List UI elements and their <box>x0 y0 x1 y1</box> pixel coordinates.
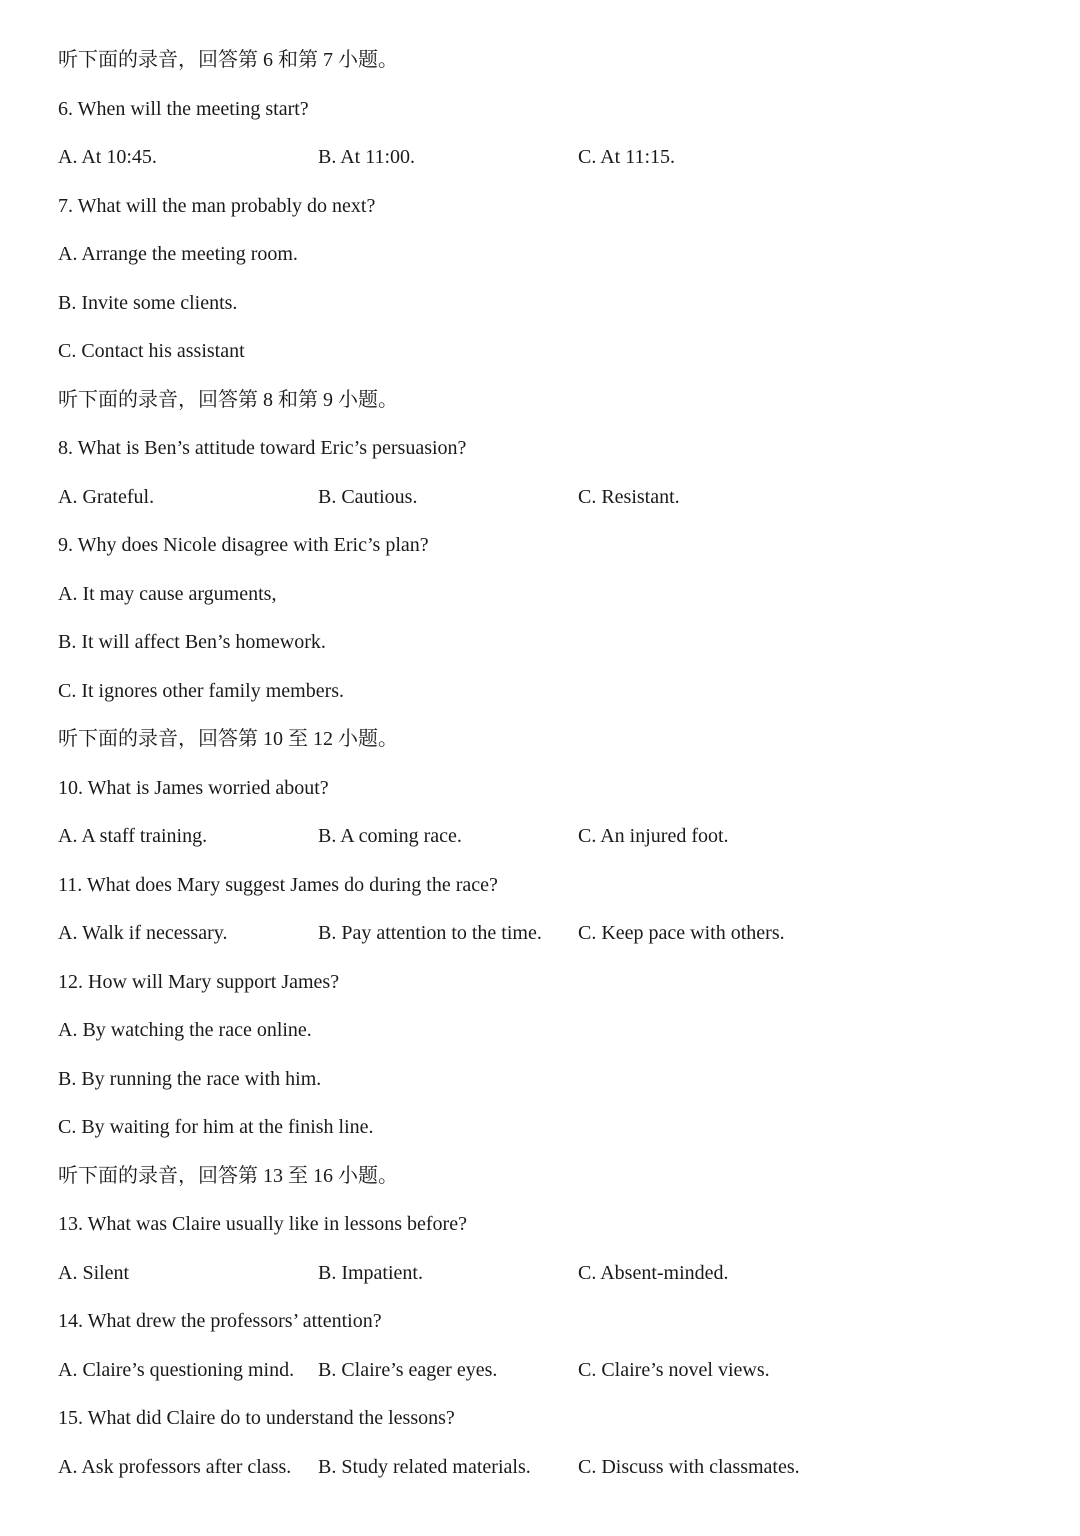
answer-option: A. By watching the race online. <box>58 1019 312 1041</box>
answer-option: B. By running the race with him. <box>58 1067 322 1090</box>
option-row <box>58 133 1038 182</box>
question-prompt: 9. Why does Nicole disagree with Eric’s plan? <box>58 534 429 556</box>
answer-option: C. Contact his assistant <box>58 340 245 362</box>
option-row <box>58 1249 1038 1298</box>
question-prompt: 15. What did Claire do to understand the lessons? <box>58 1407 455 1429</box>
answer-option: B. A coming race. <box>318 825 462 847</box>
question-prompt: 10. What is James worried about? <box>58 776 329 799</box>
question-prompt: 11. What does Mary suggest James do during the race? <box>58 873 498 896</box>
option-row <box>58 1443 1038 1492</box>
exam-page <box>58 36 1038 1491</box>
answer-option: B. It will affect Ben’s homework. <box>58 631 326 653</box>
answer-option: A. Arrange the meeting room. <box>58 243 298 265</box>
question-prompt: 13. What was Claire usually like in lessons before? <box>58 1213 467 1235</box>
answer-option: B. Study related materials. <box>318 1455 531 1478</box>
answer-option: A. Silent <box>58 1261 130 1284</box>
answer-option: A. It may cause arguments, <box>58 582 277 605</box>
question-prompt: 14. What drew the professors’ attention? <box>58 1310 382 1332</box>
answer-option: C. Resistant. <box>578 485 680 508</box>
answer-option: C. Discuss with classmates. <box>578 1455 800 1478</box>
answer-option: B. Pay attention to the time. <box>318 922 542 944</box>
option-row <box>58 473 1038 522</box>
section-instruction: 听下面的录音，回答第 6 和第 7 小题。 <box>58 49 398 71</box>
answer-option: C. An injured foot. <box>578 825 729 847</box>
answer-option: C. Keep pace with others. <box>578 922 785 944</box>
section-instruction: 听下面的录音，回答第 10 至 12 小题。 <box>58 728 398 750</box>
answer-option: B. Impatient. <box>318 1261 423 1284</box>
answer-option: C. Claire’s novel views. <box>578 1358 770 1381</box>
answer-option: B. Claire’s eager eyes. <box>318 1358 498 1381</box>
answer-option: A. Claire’s questioning mind. <box>58 1358 295 1381</box>
question-prompt: 12. How will Mary support James? <box>58 970 340 993</box>
answer-option: A. A staff training. <box>58 825 208 847</box>
option-row <box>58 812 1038 861</box>
answer-option: A. Walk if necessary. <box>58 922 228 944</box>
question-prompt: 8. What is Ben’s attitude toward Eric’s persuasion? <box>58 437 467 459</box>
answer-option: A. Grateful. <box>58 485 155 508</box>
answer-option: C. Absent-minded. <box>578 1261 729 1284</box>
answer-option: A. At 10:45. <box>58 146 157 168</box>
option-row <box>58 1346 1038 1395</box>
answer-option: B. Invite some clients. <box>58 291 238 314</box>
section-instruction: 听下面的录音，回答第 8 和第 9 小题。 <box>58 388 398 411</box>
question-prompt: 6. When will the meeting start? <box>58 97 309 120</box>
answer-option: B. Cautious. <box>318 485 418 508</box>
question-prompt: 7. What will the man probably do next? <box>58 194 376 217</box>
answer-option: C. At 11:15. <box>578 146 676 168</box>
answer-option: C. By waiting for him at the finish line. <box>58 1116 374 1138</box>
answer-option: B. At 11:00. <box>318 146 416 168</box>
section-instruction: 听下面的录音，回答第 13 至 16 小题。 <box>58 1164 398 1187</box>
answer-option: A. Ask professors after class. <box>58 1455 292 1478</box>
answer-option: C. It ignores other family members. <box>58 679 345 702</box>
option-row <box>58 909 1038 958</box>
